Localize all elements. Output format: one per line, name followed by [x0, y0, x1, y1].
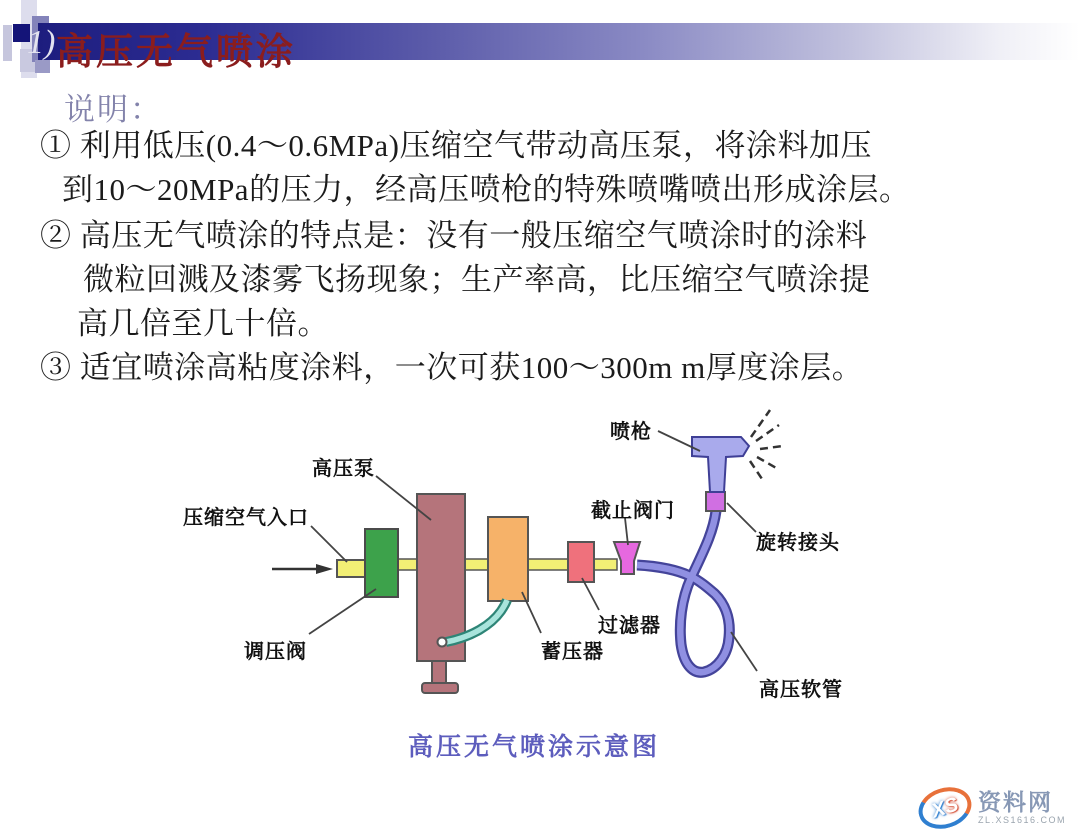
pipe-segment: [463, 559, 490, 570]
label-filter: 过滤器: [598, 615, 661, 637]
label-spray-gun: 喷枪: [610, 421, 652, 443]
spray-gun-shape: [692, 437, 749, 492]
pipe-segment: [592, 559, 617, 570]
rotary-joint-shape: [706, 492, 725, 511]
label-high-pressure-hose: 高压软管: [759, 679, 843, 701]
body-line-5: 高几倍至几十倍。: [77, 306, 329, 341]
accumulator-shape: [488, 517, 528, 601]
spray-mist-lines: [750, 410, 783, 482]
page-title: 高压无气喷涂: [56, 32, 296, 73]
shutoff-valve-shape: [614, 542, 640, 574]
label-high-pressure-pump: 高压泵: [312, 458, 375, 480]
filter-shape: [568, 542, 594, 582]
pipe-segment: [526, 559, 570, 570]
label-accumulator: 蓄压器: [541, 641, 604, 663]
label-rotary-joint: 旋转接头: [756, 532, 840, 554]
pressure-regulating-valve-shape: [365, 529, 398, 597]
watermark-logo-s: S: [941, 792, 961, 818]
body-line-4: 微粒回溅及漆雾飞扬现象；生产率高，比压缩空气喷涂提: [83, 262, 871, 297]
air-flow-arrow: [272, 564, 333, 574]
label-compressed-air-inlet: 压缩空气入口: [183, 507, 309, 529]
body-line-2: 到10～20MPa的压力，经高压喷枪的特殊喷嘴喷出形成涂层。: [62, 172, 911, 207]
watermark-text: [978, 791, 1066, 825]
watermark-logo: [913, 781, 977, 834]
watermark-logo-x: X: [928, 797, 949, 823]
high-pressure-pump-shape: [417, 494, 465, 693]
body-line-6: ③ 适宜喷涂高粘度涂料，一次可获100～300m m厚度涂层。: [40, 350, 864, 385]
label-shutoff-valve: 截止阀门: [591, 500, 675, 522]
watermark: [918, 788, 1066, 828]
watermark-site-name: 资料网: [977, 789, 1053, 815]
pipe-segment: [396, 559, 419, 570]
inlet-pipe: [337, 560, 367, 577]
watermark-site-url: ZL.XS1616.COM: [977, 815, 1066, 825]
label-pressure-regulating-valve: 调压阀: [244, 641, 307, 663]
slide-number: 1): [27, 24, 56, 61]
diagram-caption: 高压无气喷涂示意图: [408, 733, 661, 761]
subtitle: 说明：: [64, 92, 163, 127]
body-line-3: ② 高压无气喷涂的特点是：没有一般压缩空气喷涂时的涂料: [40, 218, 868, 253]
body-line-1: ① 利用低压(0.4～0.6MPa)压缩空气带动高压泵，将涂料加压: [40, 128, 872, 163]
high-pressure-hose-shape: [637, 511, 729, 672]
